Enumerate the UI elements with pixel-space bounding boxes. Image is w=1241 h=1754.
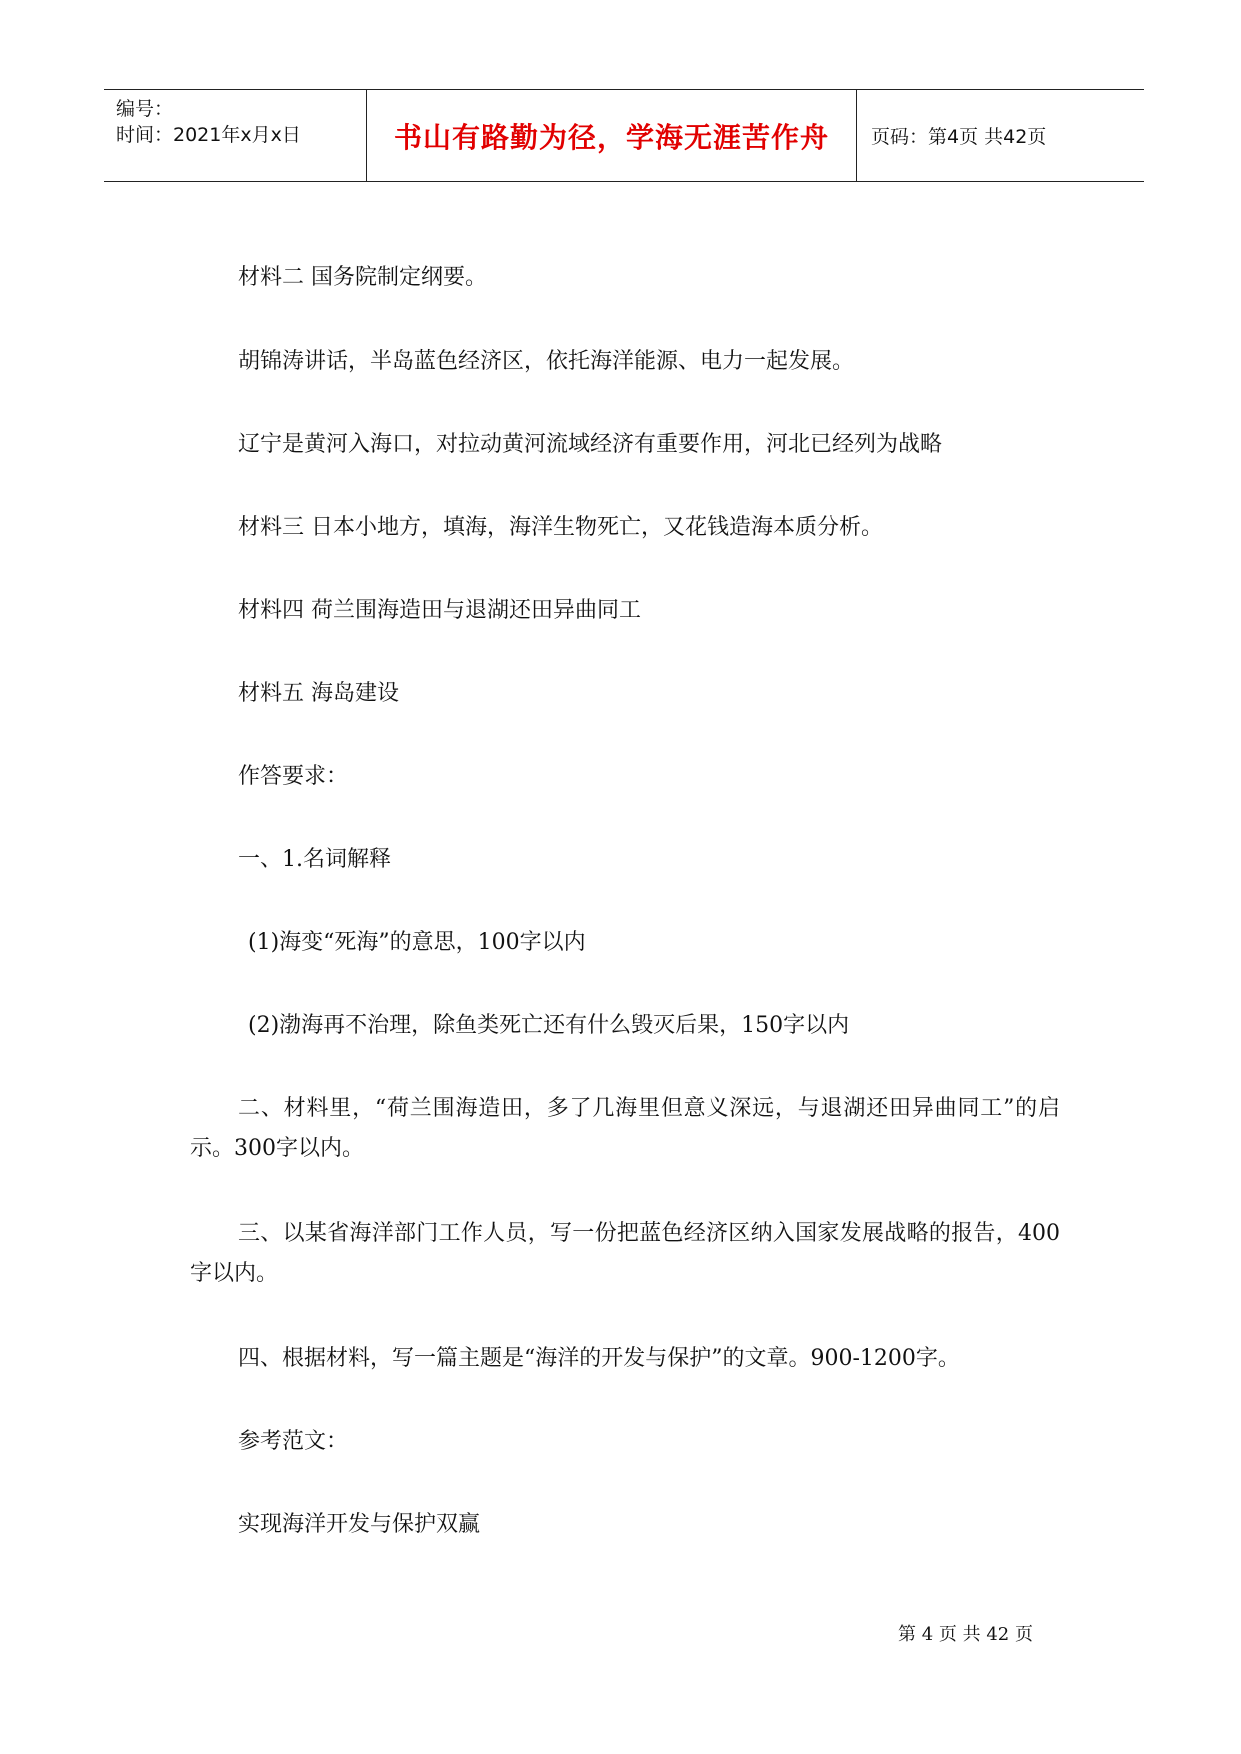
header-motto: 书山有路勤为径，学海无涯苦作舟 [367,90,857,181]
paragraph-q3: 三、以某省海洋部门工作人员，写一份把蓝色经济区纳入国家发展战略的报告，400字以内。 [190,1221,1060,1286]
paragraph-requirements: 作答要求： [238,764,349,789]
paragraph-material-4: 材料四 荷兰围海造田与退湖还田异曲同工 [238,598,641,623]
paragraph-q1-2: (2)渤海再不治理，除鱼类死亡还有什么毁灭后果，150字以内 [248,1013,850,1038]
paragraph-material-2: 材料二 国务院制定纲要。 [238,265,487,290]
paragraph-essay-title: 实现海洋开发与保护双赢 [238,1512,481,1537]
paragraph-material-5: 材料五 海岛建设 [238,681,399,706]
paragraph-material-3: 材料三 日本小地方，填海，海洋生物死亡，又花钱造海本质分析。 [238,515,883,540]
header-page-info: 页码：第4页 共42页 [871,126,1047,148]
paragraph-q4: 四、根据材料，写一篇主题是“海洋的开发与保护”的文章。900-1200字。 [238,1346,960,1371]
paragraph-hu-speech: 胡锦涛讲话，半岛蓝色经济区，依托海洋能源、电力一起发展。 [238,349,855,374]
paragraph-liaoning: 辽宁是黄河入海口，对拉动黄河流域经济有重要作用，河北已经列为战略 [238,432,943,457]
footer-page-number: 第 4 页 共 42 页 [898,1624,1033,1645]
paragraph-q1-1: (1)海变“死海”的意思，100字以内 [248,930,586,955]
paragraph-q2: 二、材料里，“荷兰围海造田，多了几海里但意义深远，与退湖还田异曲同工”的启示。300字以内。 [190,1096,1060,1161]
page-header [104,89,1144,182]
serial-label: 编号： [116,98,174,120]
paragraph-reference-label: 参考范文： [238,1429,349,1454]
time-label: 时间：2021年x月x日 [116,124,301,146]
header-meta [104,90,367,181]
paragraph-q1: 一、1.名词解释 [238,847,391,872]
